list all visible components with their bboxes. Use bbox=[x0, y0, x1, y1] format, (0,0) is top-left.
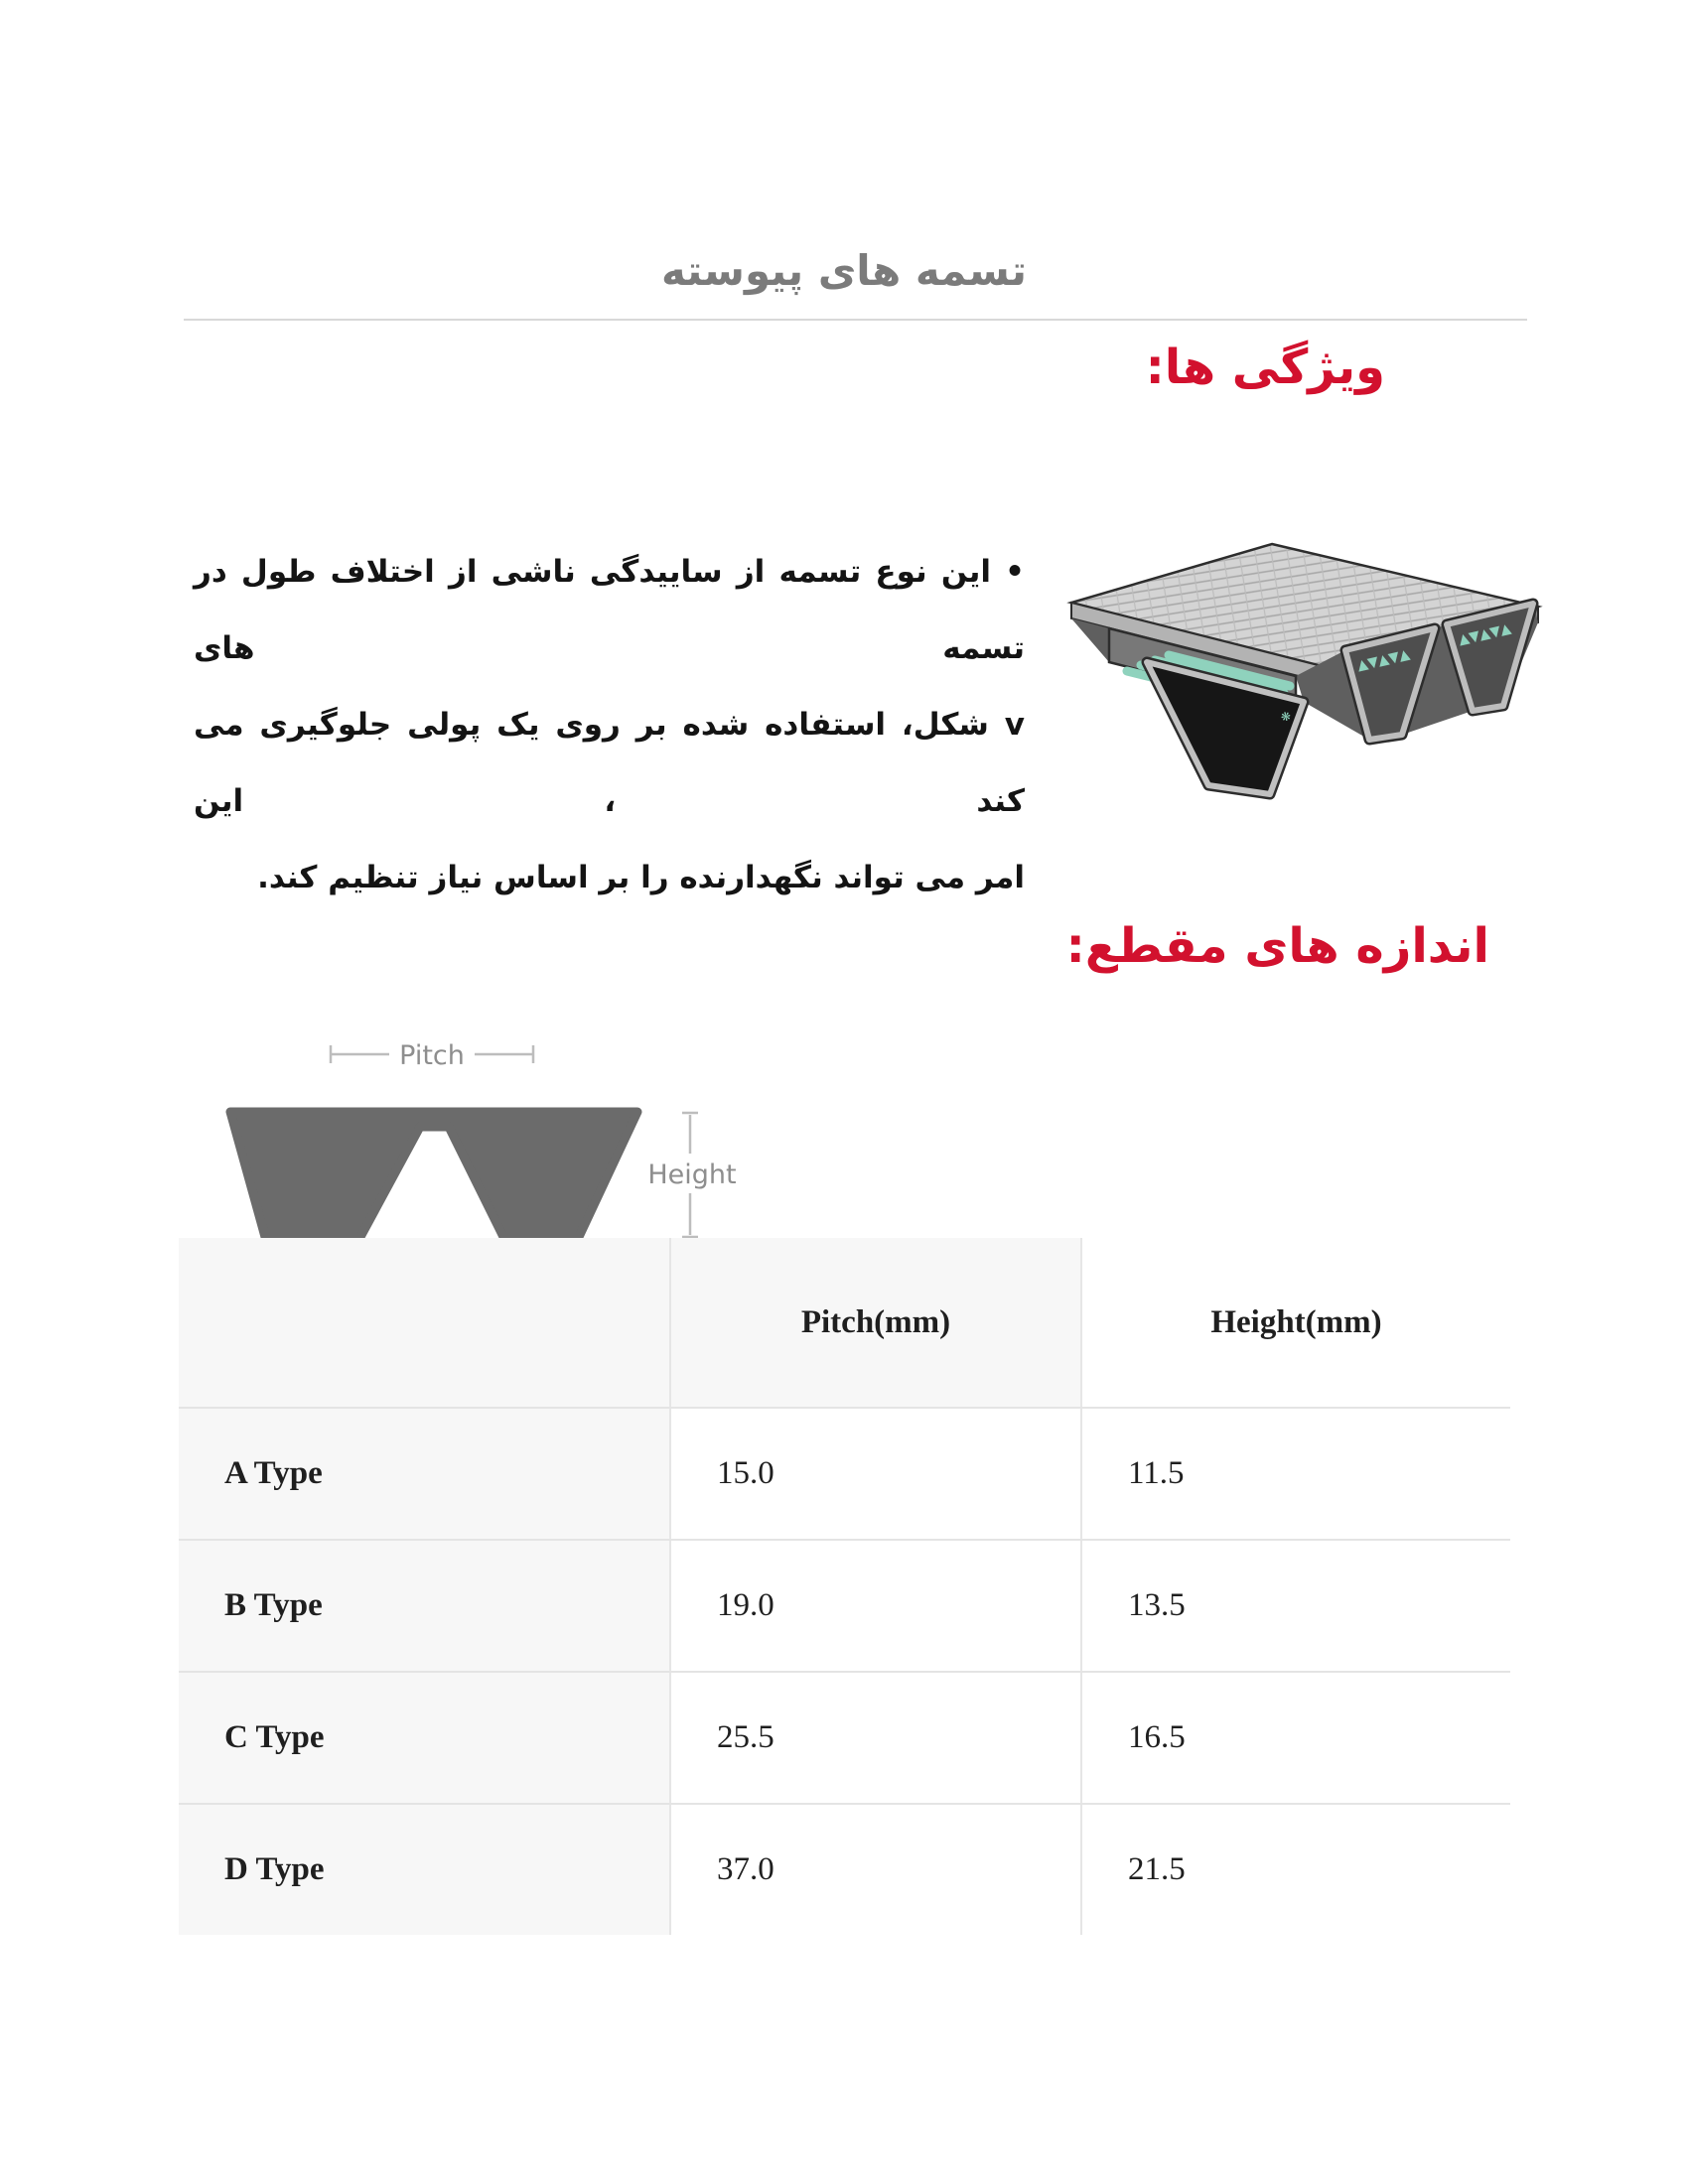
belt-cord-marks-middle: ▲▼▲▼▲ bbox=[1355, 646, 1412, 674]
belt-profile-shape bbox=[230, 1112, 637, 1237]
height-value: 11.5 bbox=[1128, 1455, 1185, 1491]
table-row-c-type bbox=[179, 1673, 1510, 1805]
page-title: تسمه های پیوسته bbox=[661, 246, 1027, 295]
table-header-height: Height(mm) bbox=[1210, 1303, 1382, 1340]
belt-cord-marks-right: ▲▼▲▼▲ bbox=[1457, 620, 1513, 648]
row-label: A Type bbox=[179, 1409, 671, 1539]
row-label: C Type bbox=[179, 1673, 671, 1803]
table-header-pitch: Pitch(mm) bbox=[671, 1238, 1082, 1407]
spec-table bbox=[179, 1238, 1510, 1935]
feature-paragraph-line-3: امر می تواند نگهدارنده را بر اساس نیاز تنظیم کند. bbox=[257, 860, 1025, 895]
profile-diagram bbox=[179, 1032, 755, 1241]
table-row-d-type bbox=[179, 1805, 1510, 1935]
height-label: Height bbox=[647, 1160, 737, 1190]
table-row-b-type bbox=[179, 1541, 1510, 1673]
pitch-label: Pitch bbox=[399, 1040, 465, 1071]
belt-cord-mark-front: ❋ bbox=[1279, 709, 1293, 725]
title-divider bbox=[184, 319, 1527, 321]
table-header-empty bbox=[179, 1238, 671, 1407]
feature-paragraph-line-2: v شکل، استفاده شده بر روی یک پولی جلوگیری می کند ، این bbox=[194, 707, 1025, 819]
feature-paragraph bbox=[194, 534, 1025, 916]
pitch-value: 25.5 bbox=[671, 1673, 1082, 1803]
height-value: 16.5 bbox=[1128, 1719, 1186, 1755]
row-label: B Type bbox=[179, 1541, 671, 1671]
pitch-value: 37.0 bbox=[671, 1805, 1082, 1935]
sizes-heading: اندازه های مقطع: bbox=[1065, 918, 1489, 974]
height-value: 13.5 bbox=[1128, 1587, 1186, 1623]
features-heading: ویژگی ها: bbox=[1145, 340, 1385, 395]
height-value: 21.5 bbox=[1128, 1851, 1186, 1887]
row-label: D Type bbox=[179, 1805, 671, 1935]
pitch-value: 15.0 bbox=[671, 1409, 1082, 1539]
feature-paragraph-line-1: • این نوع تسمه از ساییدگی ناشی از اختلاف طول در تسمه های bbox=[194, 554, 1025, 666]
table-row-a-type bbox=[179, 1409, 1510, 1541]
pitch-value: 19.0 bbox=[671, 1541, 1082, 1671]
table-header-row bbox=[179, 1238, 1510, 1409]
belt-illustration bbox=[1048, 511, 1544, 809]
